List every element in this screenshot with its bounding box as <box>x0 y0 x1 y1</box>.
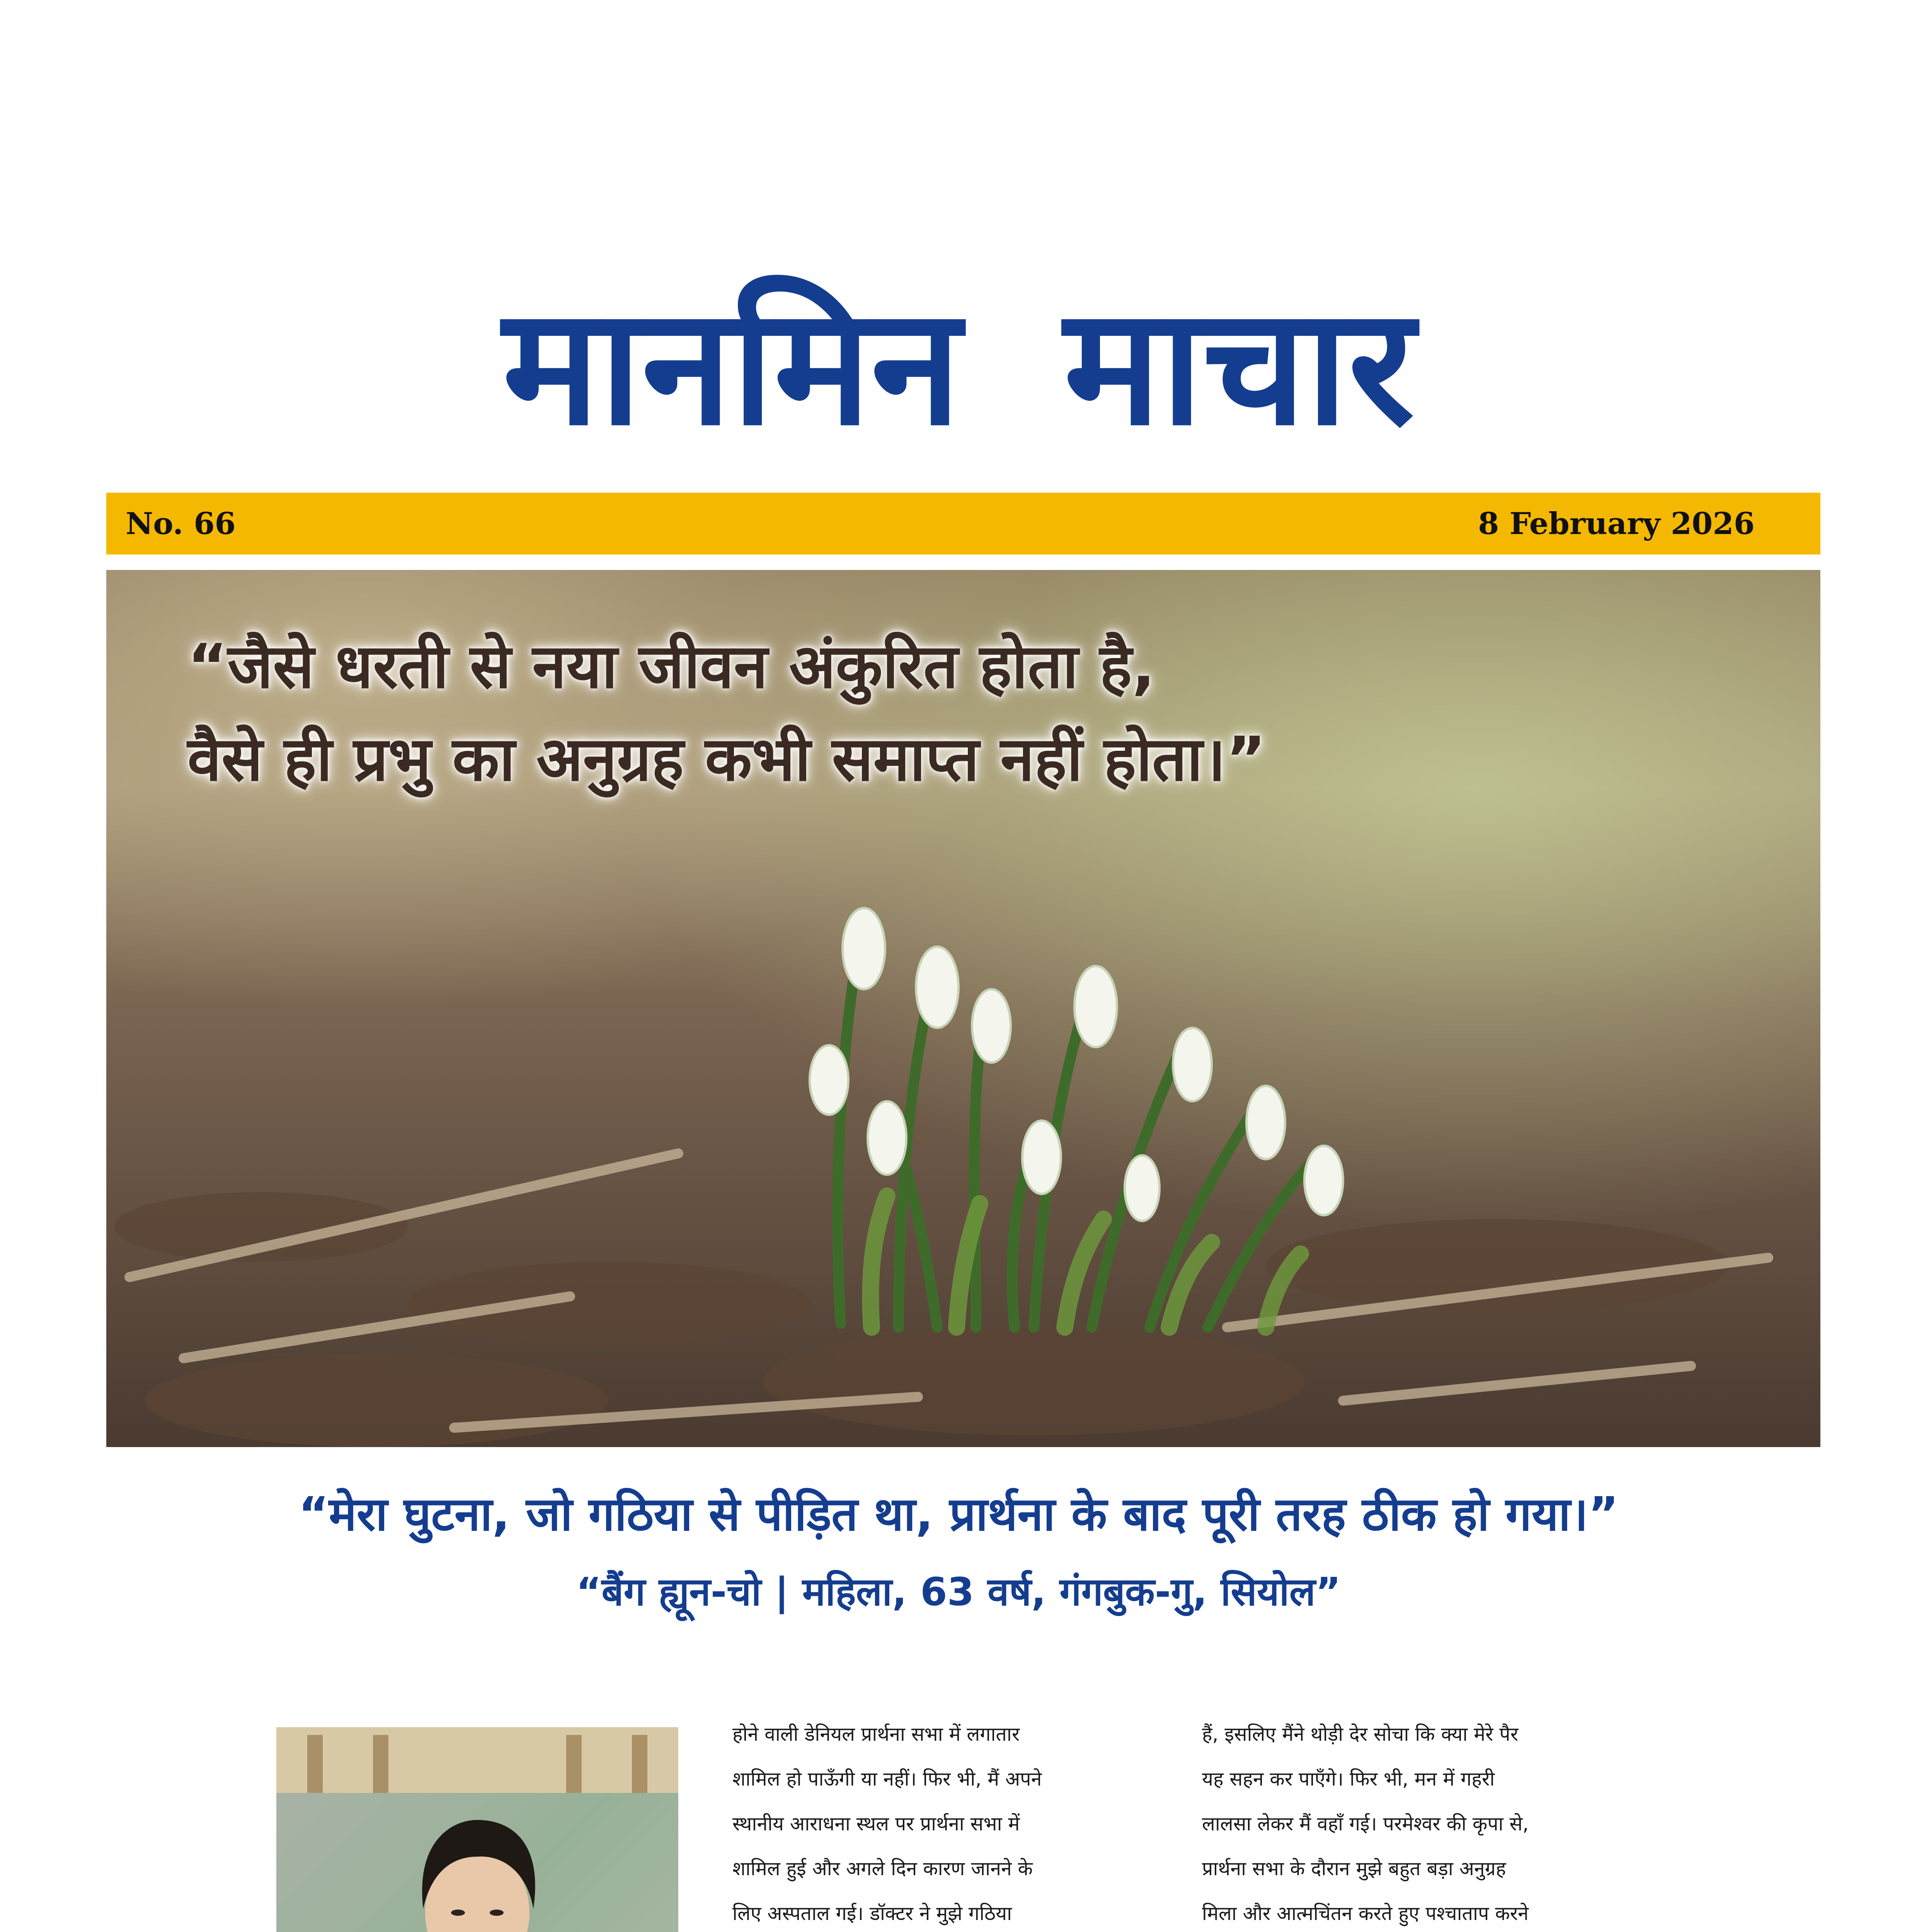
testimony-byline: “बैंग ह्यून-चो | महिला, 63 वर्ष, गंगबुक-गु, सियोल” <box>576 1569 1341 1614</box>
issue-banner <box>106 493 1820 554</box>
hero-image <box>106 570 1820 1447</box>
newspaper-title: मानमिन माचार <box>502 272 1415 461</box>
testimony-headline: “मेरा घुटना, जो गठिया से पीड़ित था, प्रार्थना के बाद पूरी तरह ठीक हो गया।” <box>298 1488 1619 1541</box>
hero-quote-line-1: “जैसे धरती से नया जीवन अंकुरित होता है, <box>187 631 1155 702</box>
article-column-2: होने वाली डेनियल प्रार्थना सभा में लगातार शामिल हो पाऊँगी या नहीं। फिर भी, मैं अपने स्थानीय आराधना स्थल पर प्रार्थना सभा में शामिल हुई और अगले दिन कारण जानने के लिए अस्पताल गई। डॉक्टर ने मुझे गठिया <box>732 1723 1042 1925</box>
article-column-3: हैं, इसलिए मैंने थोड़ी देर सोचा कि क्या मेरे पैर यह सहन कर पाएँगे। फिर भी, मन में गहरी लालसा लेकर मैं वहाँ गई। परमेश्वर की कृपा से, प्रार्थना सभा के दौरान मुझे बहुत बड़ा अनुग्रह मिला और आत्मचिंतन करते हुए पश्चाताप करने <box>1202 1723 1529 1925</box>
hero-quote-line-2: वैसे ही प्रभु का अनुग्रह कभी समाप्त नहीं होता।” <box>187 724 1266 795</box>
portrait-photo <box>276 1727 678 1932</box>
hero-quote <box>187 620 1733 806</box>
portrait-of-woman-image <box>276 1727 678 1932</box>
issue-date: 8 February 2026 <box>1478 506 1755 541</box>
issue-number: No. 66 <box>126 506 236 541</box>
